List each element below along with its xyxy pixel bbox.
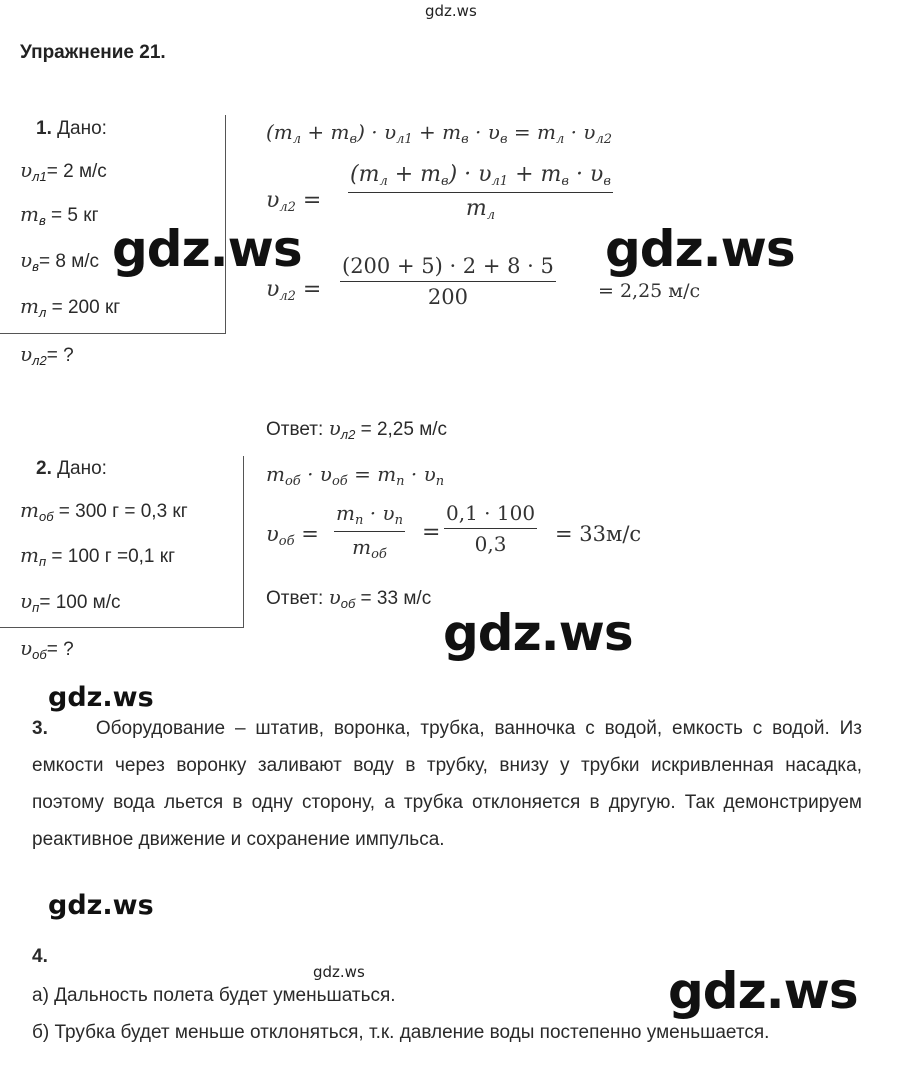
part: + m <box>412 120 462 144</box>
sub: л2 <box>340 427 356 442</box>
part: + m <box>301 120 350 144</box>
symbol: υ <box>20 636 33 660</box>
task2-equation-2-result: = 33м/с <box>555 522 642 546</box>
sub: л1 <box>396 132 413 147</box>
task3-paragraph <box>32 710 862 858</box>
task2-equation-2-fraction-1 <box>334 501 405 562</box>
subscript: л <box>38 305 47 320</box>
watermark-mid-1: gdz.ws <box>48 682 154 713</box>
value: = 5 кг <box>45 205 99 226</box>
task2-find <box>20 636 74 662</box>
sub: в <box>349 132 358 147</box>
fraction-bar <box>340 281 556 282</box>
numerator: $m_п \cdot \upsilon_п$ <box>336 501 403 528</box>
denominator: 200 <box>427 285 468 310</box>
watermark-small-bottom: gdz.ws <box>313 963 365 981</box>
page-title: Упражнение 21. <box>20 42 166 63</box>
symbol: υ <box>266 277 280 302</box>
symbol: υ <box>328 416 341 440</box>
task1-equation-3-result: = 2,25 м/с <box>598 280 701 302</box>
task1-given-label: Дано: <box>51 118 107 139</box>
numerator: 0,1 · 100 <box>446 501 536 525</box>
task1-given-2 <box>20 248 99 274</box>
task4-answer-a: а) Дальность полета будет уменьшаться. <box>32 985 396 1006</box>
subscript: л1 <box>32 169 47 184</box>
equals: = <box>295 188 322 213</box>
subscript: л2 <box>32 353 47 368</box>
part: · υ <box>564 120 596 144</box>
answer-value: = 2,25 м/с <box>355 419 448 440</box>
fraction-bar <box>348 192 613 193</box>
part: = m <box>507 120 556 144</box>
denominator: $m_л$ <box>465 196 496 224</box>
value: = 300 г = 0,3 кг <box>53 501 188 522</box>
task2-given-label: Дано: <box>51 458 107 479</box>
task2-given-2 <box>20 589 121 615</box>
numerator: (200 + 5) · 2 + 8 · 5 <box>342 254 554 278</box>
subscript: в <box>38 213 46 228</box>
equals: = <box>295 277 322 302</box>
task3-number: 3. <box>32 718 48 739</box>
symbol: m <box>20 543 39 567</box>
part: ) · υ <box>357 120 397 144</box>
task1-find <box>20 342 74 368</box>
value: = 2 м/с <box>46 161 107 182</box>
task2-given-border-bottom <box>0 627 244 628</box>
task2-equation-1: $m_{об} \cdot \upsilon_{об} = m_п \cdot \upsilon_п$ <box>266 462 445 489</box>
denominator: 0,3 <box>474 532 507 557</box>
value: = 100 м/с <box>39 592 121 613</box>
subscript: в <box>32 259 39 274</box>
task2-equation-2-fraction-2 <box>444 501 537 556</box>
task2-given-0 <box>20 498 188 524</box>
watermark-big-left: gdz.ws <box>112 220 302 278</box>
symbol: m <box>20 294 39 318</box>
task1-given-1 <box>20 202 99 228</box>
fraction-bar <box>444 528 537 529</box>
sub: л <box>555 132 565 147</box>
task2-given-border-right <box>243 456 244 628</box>
task1-equation-2-lhs <box>266 188 321 215</box>
numerator: $(m_л + m_в) \cdot \upsilon_{л1} + m_в \cdot \upsilon_в$ <box>350 162 611 189</box>
sub: л2 <box>595 132 613 147</box>
task1-equation-3-fraction <box>340 254 556 309</box>
task2-given-1 <box>20 543 175 569</box>
task1-given-border-bottom <box>0 333 226 334</box>
symbol: υ <box>266 188 280 213</box>
task1-equation-3-lhs <box>266 277 321 304</box>
value: = 200 кг <box>46 297 121 318</box>
symbol: υ <box>20 342 33 366</box>
task1-number: 1. <box>36 118 52 139</box>
task2-number: 2. <box>36 458 52 479</box>
part: (m <box>266 120 293 144</box>
denominator: $m_{об}$ <box>352 535 387 563</box>
subscript: об <box>38 509 54 524</box>
sub: л <box>292 132 302 147</box>
task4-answer-b: б) Трубка будет меньше отклоняться, т.к. давление воды постепенно уменьшается. <box>32 1022 770 1043</box>
subscript: п <box>38 554 47 569</box>
part: · υ <box>468 120 500 144</box>
task1-given-heading <box>36 118 107 140</box>
sub: в <box>461 132 469 147</box>
task3-text: Оборудование – штатив, воронка, трубка, ванночка с водой, емкость с водой. Из емкости через воронку заливают воду в трубку, внизу у трубки искривленная насадка, поэтому вода льется в одну сторону, а трубка отклоняется в другую. Так демонстрируем реактивное движение и сохранение импульса. <box>32 718 862 850</box>
answer-label: Ответ: <box>266 419 329 440</box>
watermark-big-right: gdz.ws <box>605 220 795 278</box>
task2-given-heading <box>36 458 107 480</box>
watermark-top: gdz.ws <box>425 2 477 20</box>
subscript: п <box>32 600 40 615</box>
sub: л2 <box>279 289 296 304</box>
watermark-big-bottom: gdz.ws <box>668 962 858 1020</box>
subscript: об <box>32 647 47 662</box>
task1-equation-2-fraction <box>348 162 613 223</box>
task1-answer <box>266 416 447 442</box>
sub: л2 <box>279 200 296 215</box>
watermark-big-center: gdz.ws <box>443 604 633 662</box>
sub: в <box>499 132 508 147</box>
task1-given-0 <box>20 158 107 184</box>
fraction-bar <box>334 531 405 532</box>
symbol: υ <box>20 158 33 182</box>
task2-equation-2-lhs: $\upsilon_{об}$ = <box>266 522 319 549</box>
symbol: υ <box>20 248 33 272</box>
value: = 8 м/с <box>38 251 100 272</box>
task1-equation-1 <box>266 120 612 147</box>
value: = ? <box>46 345 74 366</box>
task2-equation-2-equals: = <box>422 520 441 545</box>
watermark-mid-2: gdz.ws <box>48 890 154 921</box>
task4-number: 4. <box>32 946 48 967</box>
value: = ? <box>46 639 74 660</box>
task1-given-3 <box>20 294 120 320</box>
symbol: υ <box>20 589 33 613</box>
value: = 100 г =0,1 кг <box>46 546 175 567</box>
task2-answer: Ответ: $\upsilon_{об} = 33$ м/с <box>266 585 432 611</box>
symbol: m <box>20 202 39 226</box>
symbol: m <box>20 498 39 522</box>
